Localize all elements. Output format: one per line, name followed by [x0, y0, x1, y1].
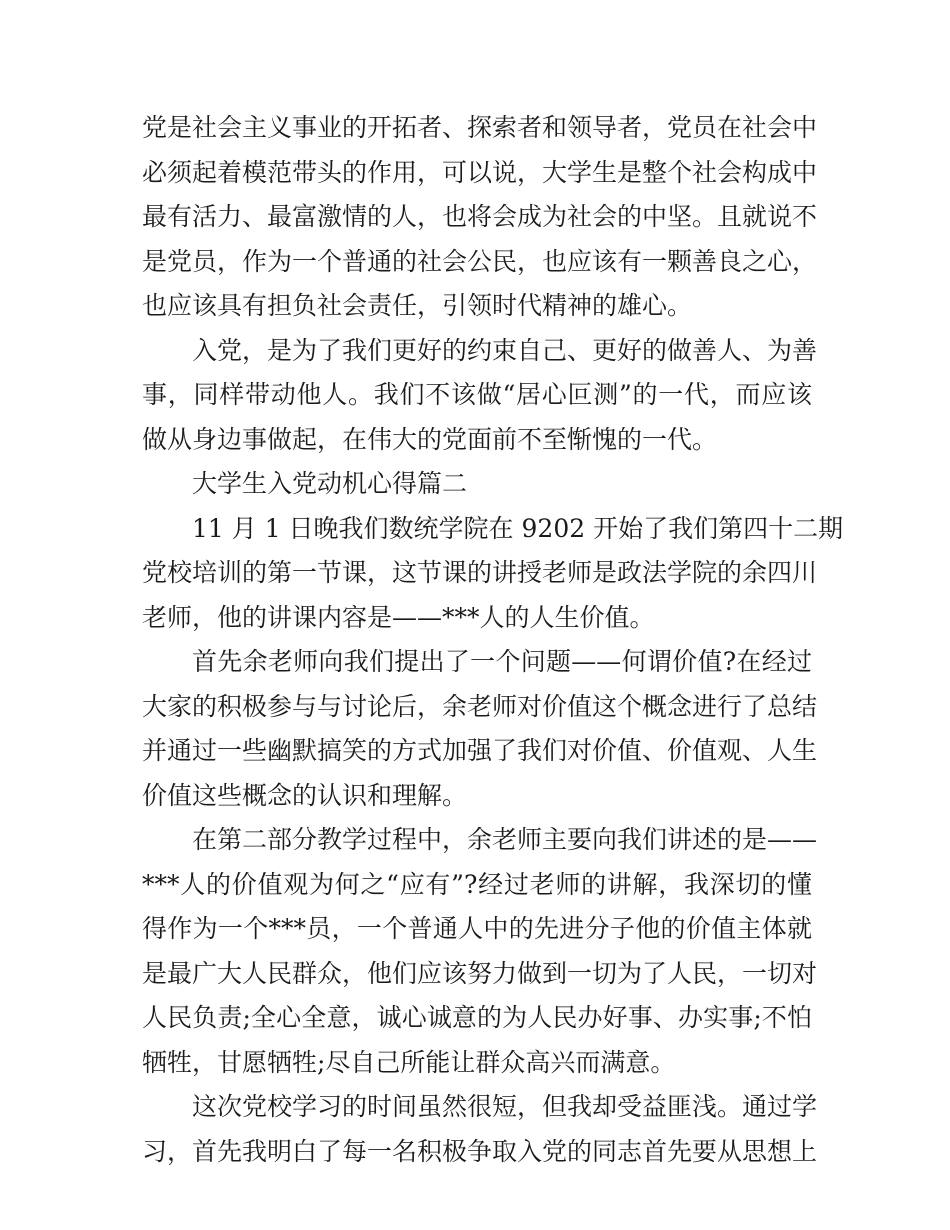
text-line: 最有活力、最富激情的人，也将会成为社会的中坚。且就说不 [142, 202, 818, 231]
text-line: 老师，他的讲课内容是——***人的人生价值。 [142, 602, 655, 632]
text-line: 是最广大人民群众，他们应该努力做到一切为了人民，一切对 [142, 958, 818, 988]
text-line: 11 月 1 日晚我们数统学院在 9202 开始了我们第四十二期 [192, 513, 844, 543]
text-line: 也应该具有担负社会责任，引领时代精神的雄心。 [142, 291, 693, 320]
text-line: 党校培训的第一节课，这节课的讲授老师是政法学院的余四川 [142, 558, 818, 587]
section-heading: 大学生入党动机心得篇二 [192, 469, 468, 498]
text-line: 必须起着模范带头的作用，可以说，大学生是整个社会构成中 [142, 157, 818, 187]
document-body [142, 106, 844, 1174]
text-line: 价值这些概念的认识和理解。 [142, 780, 468, 810]
text-line: 在第二部分教学过程中，余老师主要向我们讲述的是—— [192, 825, 818, 854]
text-line: 大家的积极参与与讨论后，余老师对价值这个概念进行了总结 [142, 691, 818, 721]
text-line: 得作为一个***员，一个普通人中的先进分子他的价值主体就 [142, 914, 812, 943]
text-line: 事，同样带动他人。我们不该做“居心叵测”的一代，而应该 [142, 380, 812, 409]
text-line: 做从身边事做起，在伟大的党面前不至惭愧的一代。 [142, 424, 718, 454]
text-line: 牺牲，甘愿牺牲;尽自己所能让群众高兴而满意。 [142, 1047, 676, 1077]
text-line: 首先余老师向我们提出了一个问题——何谓价值?在经过 [192, 647, 812, 676]
text-line: 习，首先我明白了每一名积极争取入党的同志首先要从思想上 [142, 1136, 818, 1166]
text-line: 党是社会主义事业的开拓者、探索者和领导者，党员在社会中 [142, 113, 818, 142]
text-line: 这次党校学习的时间虽然很短，但我却受益匪浅。通过学 [192, 1092, 818, 1121]
text-line: 是党员，作为一个普通的社会公民，也应该有一颗善良之心， [142, 246, 818, 276]
text-line: ***人的价值观为何之“应有”?经过老师的讲解，我深切的懂 [142, 869, 812, 899]
text-line: 人民负责;全心全意，诚心诚意的为人民办好事、办实事;不怕 [142, 1003, 812, 1032]
text-line: 入党，是为了我们更好的约束自己、更好的做善人、为善 [192, 335, 818, 365]
text-line: 并通过一些幽默搞笑的方式加强了我们对价值、价值观、人生 [142, 736, 818, 765]
